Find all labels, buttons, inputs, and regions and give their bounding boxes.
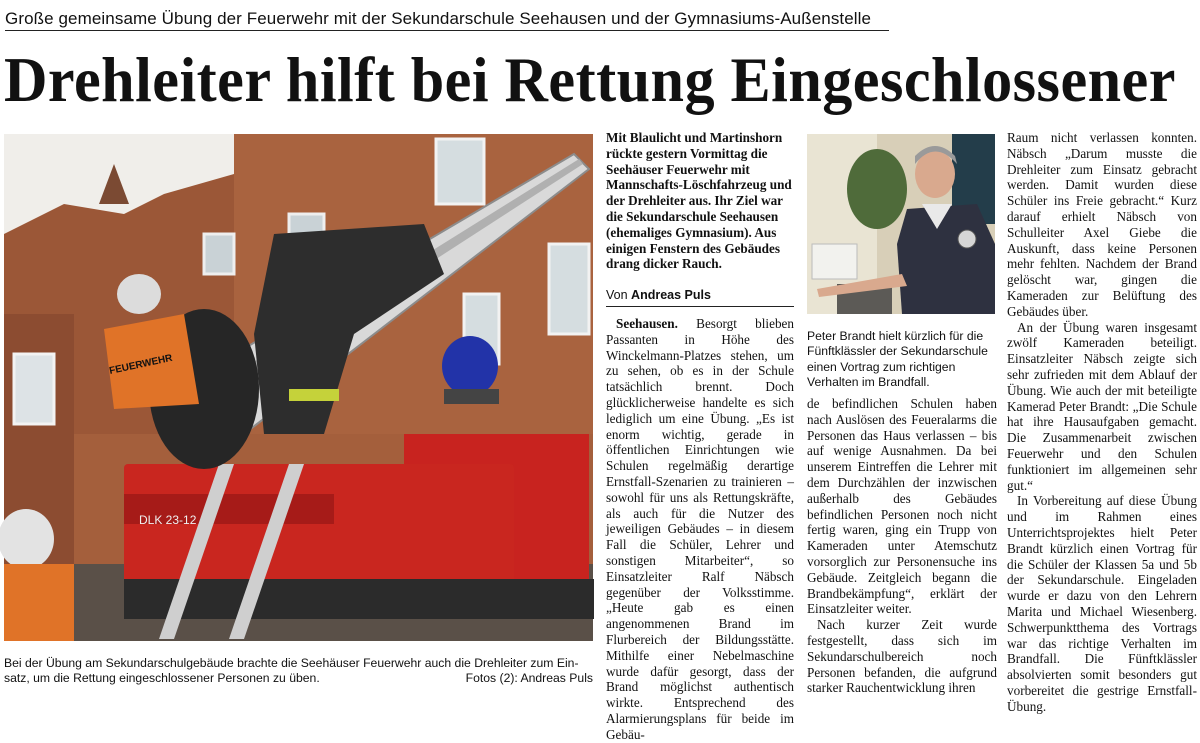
kicker: Große gemeinsame Übung der Feuerwehr mit der Sekundarschule Seehausen und der Gymnasiums-Außenstelle (5, 8, 889, 31)
article-column-1 (606, 316, 794, 743)
main-photo-caption (4, 656, 593, 686)
byline (606, 288, 794, 307)
caption-line-2: satz, um die Rettung eingeschlossener Personen zu üben. (4, 671, 320, 685)
speaker-photo-caption: Peter Brandt hielt kürzlich für die Fünftklässler der Sekundarschule einen Vortrag zum richtigen Verhalten im Brandfall. (807, 329, 988, 389)
byline-prefix: Von (606, 288, 628, 302)
dateline: Seehausen. (616, 316, 678, 331)
byline-author: Andreas Puls (631, 288, 711, 302)
column-1-text: Besorgt blieben Passanten in Höhe des Winckelmann-Platzes stehen, um zu sehen, ob es in der Schule tatsächlich brennt. Doch glücklicherweise handelte es sich lediglich um eine Übung. „Es ist enorm wichtig, gerade in öffentlichen Einrichtungen wie Schulen regelmäßig derartige Ernstfall-Szenarien zu trainieren – sowohl für uns als Rettungskräfte, als auch für die Nutzer des jeweiligen Gebäudes – in diesem Fall die Schüler, Lehrer und sonstigen Mitarbeiter“, so Einsatzleiter Ralf Näbsch gegenüber der Volksstimme. „Heute gab es einen angenommenen Brand im Flurbereich der Bildungsstätte. Mithilfe einer Nebelmaschine wurde dafür gesorgt, dass der Brand möglichst authentisch wirkte. Entsprechend des Alarmierungsplans für beide im Gebäu- (606, 316, 794, 742)
column-3-paragraph-1: Raum nicht verlassen konnten. Näbsch „Darum musste die Drehleiter zum Einsatz gebracht werden. Damit wurden diese Schüler ins Freie gebracht.“ Kurz darauf erhielt Näbsch von Schulleiter Axel Giebe die Auskunft, dass keine Personen mehr fehlten. Nachdem der Brand gelöscht war, gingen die Kameraden zur Belüftung des Gebäudes über. (1007, 130, 1197, 319)
truck-plate-label: DLK 23-12 (139, 513, 197, 527)
article-column-2 (807, 396, 997, 696)
article-column-3 (1007, 130, 1197, 714)
fire-truck-ladder-image (4, 134, 593, 641)
column-3-paragraph-2: An der Übung waren insgesamt zwölf Kameraden beteiligt. Einsatzleiter Näbsch zeigte sich sehr zufrieden mit dem Ablauf der Übung. Wie auch der mit beteiligte Kamerad Peter Brandt: „Die Schule hat ihre Hausaufgaben gemacht. Die Zusammenarbeit zwischen Feuerwehr und den Schulen funktioniert im allgemeinen sehr gut.“ (1007, 319, 1197, 493)
column-2-paragraph-2: Nach kurzer Zeit wurde festgestellt, dass sich im Sekundarschulbereich noch Personen befanden, die aufgrund starker Rauchentwicklung ihren (807, 617, 997, 696)
speaker-image (807, 134, 995, 314)
column-2-paragraph-1: de befindlichen Schulen haben nach Auslösen des Feueralarms die Personen das Haus verlassen – bis auf wenige Ausnahmen. Da bei unserem Eintreffen die Lehrer mit dem Durchzählen der inzwischen außerhalb des Gebäudes befindlichen Personen noch nicht fertig waren, ging ein Trupp von Kameraden unter Atemschutz vorsorglich zur Personensuche ins Gebäude. Zeitgleich begann die Brandbekämpfung“, erklärt der Einsatzleiter weiter. (807, 396, 997, 617)
column-3-paragraph-3: In Vorbereitung auf diese Übung und im Rahmen eines Unterrichtsprojektes hielt Peter Brandt kürzlich einen Vortrag für die Schüler der Klassen 5a und 5b der Sekundarschule. Eingeladen wurde er dazu von den Lehrern Marita und Michael Wiesenberg. Schwerpunktthema des Vortrags war das richtige Verhalten im Brandfall. Die Fünftklässler absolvierten somit besonders gut vorbereitet die gestrige Ernstfall-Übung. (1007, 493, 1197, 714)
photo-credit: Fotos (2): Andreas Puls (465, 671, 593, 685)
headline: Drehleiter hilft bei Rettung Eingeschlossener (4, 44, 1176, 115)
speaker-photo (807, 134, 995, 314)
main-photo (4, 134, 593, 641)
lead-paragraph: Mit Blaulicht und Martinshorn rückte gestern Vormittag die Seehäuser Feuerwehr mit Mannschafts-Löschfahrzeug und der Drehleiter aus. Ihr Ziel war die Sekundarschule Seehausen (ehemaliges Gymnasium). Aus einigen Fenstern des Gebäudes drang dicker Rauch. (606, 130, 792, 272)
jacket-label: FEUERWEHR (108, 352, 174, 377)
caption-line-1: Bei der Übung am Sekundarschulgebäude brachte die Seehäuser Feuerwehr auch die Drehleiter zum Ein- (4, 656, 579, 670)
